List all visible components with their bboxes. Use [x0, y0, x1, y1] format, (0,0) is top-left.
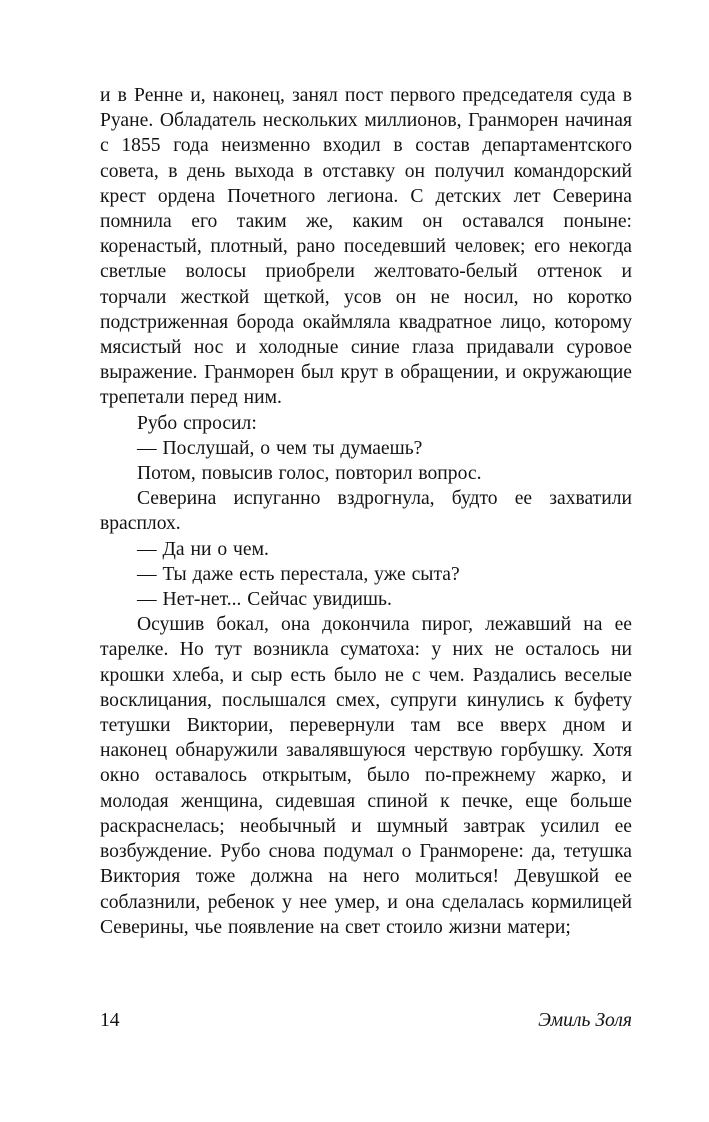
dialogue-line: — Послушай, о чем ты думаешь?	[137, 437, 423, 459]
paragraph: Потом, повысив голос, повторил вопрос.	[137, 463, 482, 485]
paragraph: Рубо спросил:	[137, 412, 257, 434]
author-name: Эмиль Золя	[538, 1010, 632, 1031]
dialogue-line: — Да ни о чем.	[137, 538, 269, 560]
page-footer	[100, 1010, 632, 1032]
dialogue-line: — Нет-нет... Сейчас увидишь.	[137, 589, 392, 611]
paragraph: Северина испуганно вздрогнула, будто ее захватили врасплох.	[100, 488, 632, 535]
text-block	[100, 83, 632, 940]
paragraph: Осушив бокал, она докончила пирог, лежавший на ее тарелке. Но тут возникла суматоха: у них не осталось ни крошки хлеба, и сыр есть было не с чем. Раздались веселые восклицания, послышался смех, супруги кинулись к буфету тетушки Виктории, перевернули там все вверх дном и наконец обнаружили завалявшуюся черствую горбушку. Хотя окно оставалось открытым, было по-прежнему жарко, и молодая женщина, сидевшая спиной к печке, еще больше раскраснелась; необычный и шумный завтрак усилил ее возбуждение. Рубо снова подумал о Гранморене: да, тетушка Виктория тоже должна на него молиться! Девушкой ее соблазнили, ребенок у нее умер, и она сделалась кормилицей Северины, чье появление на свет стоило жизни матери;	[100, 614, 632, 938]
dialogue-line: — Ты даже есть перестала, уже сыта?	[137, 563, 460, 585]
page-number: 14	[100, 1010, 120, 1031]
paragraph: и в Ренне и, наконец, занял пост первого председателя суда в Руане. Обладатель нескольких миллионов, Гранморен начиная с 1855 года неизменно входил в состав департаментского совета, в день выхода в отставку он получил командорский крест ордена Почетного легиона. С детских лет Северина помнила его таким же, каким он оставался поныне: коренастый, плотный, рано поседевший человек; его некогда светлые волосы приобрели желтовато-белый оттенок и торчали жесткой щеткой, усов он не носил, но коротко подстриженная борода окаймляла квадратное лицо, которому мясистый нос и холодные синие глаза придавали суровое выражение. Гранморен был крут в обращении, и окружающие трепетали перед ним.	[100, 85, 632, 409]
